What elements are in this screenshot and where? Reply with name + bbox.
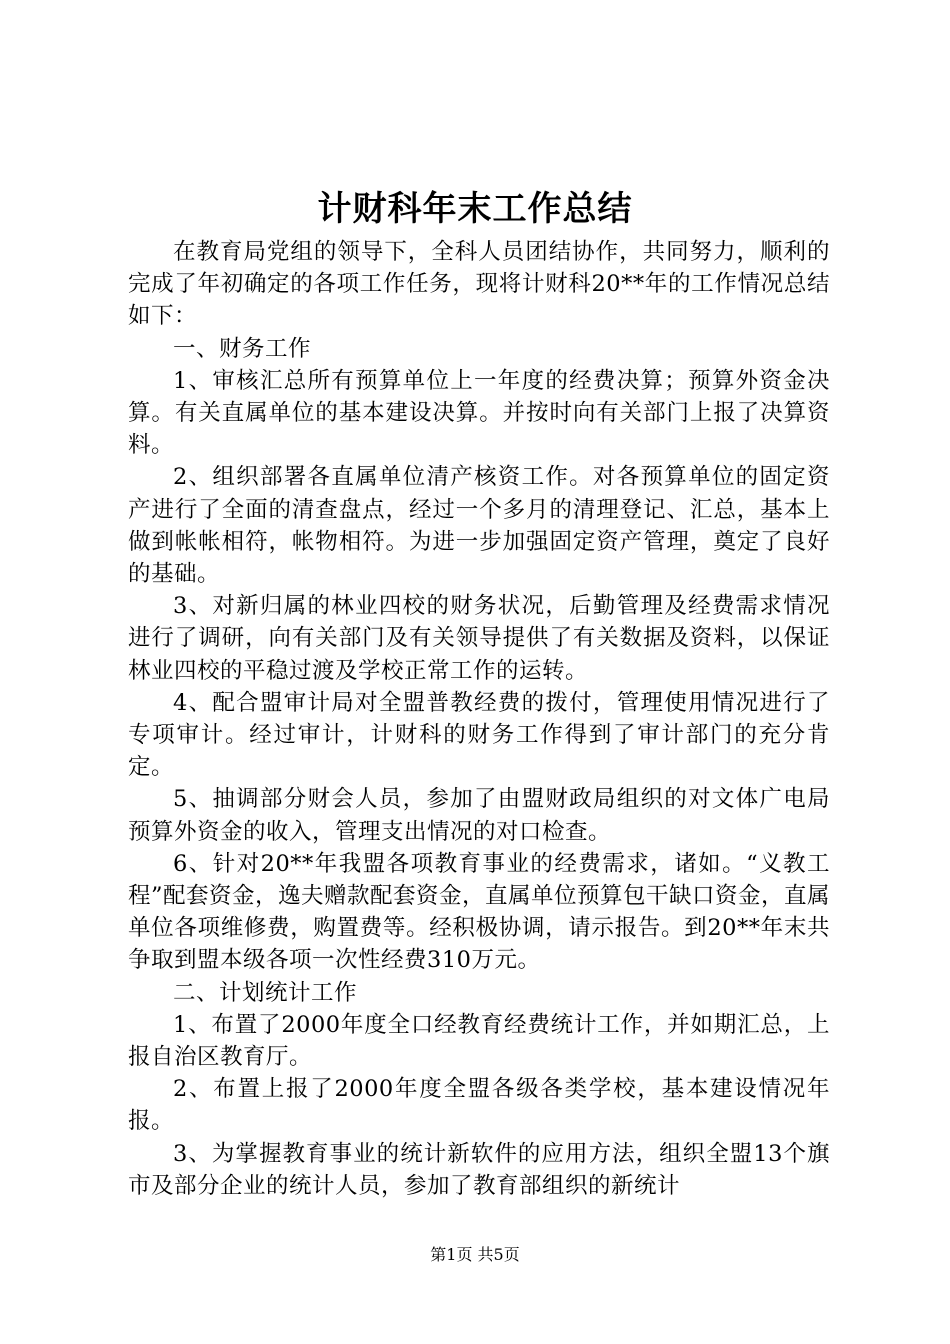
finance-item-4: 4、配合盟审计局对全盟普教经费的拨付，管理使用情况进行了专项审计。经过审计，计财科的财务工作得到了审计部门的充分肯定。 xyxy=(128,689,830,781)
finance-item-5: 5、抽调部分财会人员，参加了由盟财政局组织的对文体广电局预算外资金的收入，管理支出情况的对口检查。 xyxy=(128,786,830,845)
finance-item-3: 3、对新归属的林业四校的财务状况，后勤管理及经费需求情况进行了调研，向有关部门及有关领导提供了有关数据及资料，以保证林业四校的平稳过渡及学校正常工作的运转。 xyxy=(128,593,830,684)
page-title: 计财科年末工作总结 xyxy=(317,189,633,229)
planning-item-3: 3、为掌握教育事业的统计新软件的应用方法，组织全盟13个旗市及部分企业的统计人员，参加了教育部组织的新统计 xyxy=(128,1140,830,1199)
intro-paragraph: 在教育局党组的领导下，全科人员团结协作，共同努力，顺利的完成了年初确定的各项工作任务，现将计财科20**年的工作情况总结如下： xyxy=(128,239,830,330)
planning-item-1: 1、布置了2000年度全口经教育经费统计工作，并如期汇总，上报自治区教育厅。 xyxy=(128,1011,830,1071)
finance-item-2: 2、组织部署各直属单位清产核资工作。对各预算单位的固定资产进行了全面的清查盘点，经过一个多月的清理登记、汇总，基本上做到帐帐相符，帐物相符。为进一步加强固定资产管理，奠定了良好的基础。 xyxy=(128,464,830,588)
planning-item-2: 2、布置上报了2000年度全盟各级各类学校，基本建设情况年报。 xyxy=(128,1076,830,1135)
finance-item-1: 1、审核汇总所有预算单位上一年度的经费决算；预算外资金决算。有关直属单位的基本建设决算。并按时向有关部门上报了决算资料。 xyxy=(128,367,830,459)
page-footer: 第1页 共5页 xyxy=(430,1245,520,1264)
document-body xyxy=(128,236,830,1202)
section-heading-finance: 一、财务工作 xyxy=(173,335,312,362)
section-heading-planning: 二、计划统计工作 xyxy=(173,979,358,1006)
finance-item-6: 6、针对20**年我盟各项教育事业的经费需求，诸如。“义教工程”配套资金，逸夫赠款配套资金，直属单位预算包干缺口资金，直属单位各项维修费，购置费等。经积极协调，请示报告。到20**年末共争取到盟本级各项一次性经费310万元。 xyxy=(128,850,831,974)
